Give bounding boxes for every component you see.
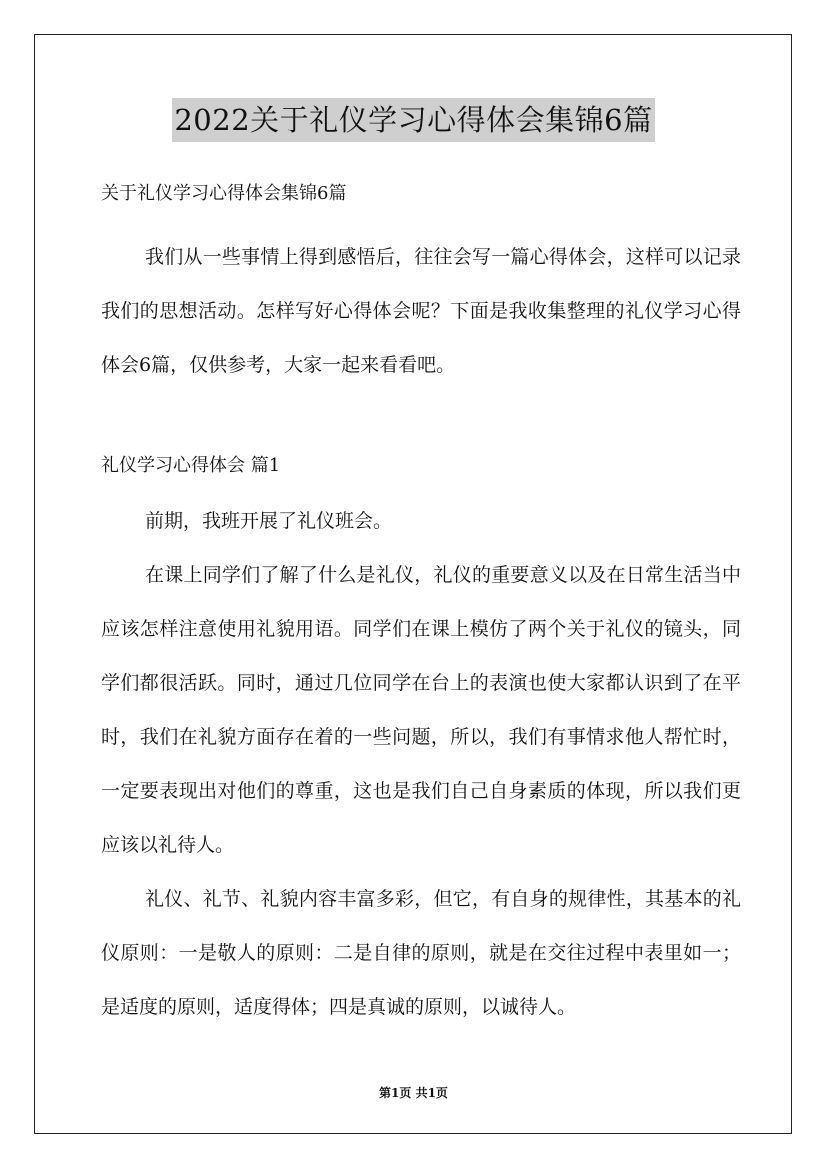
document-title-container [0, 98, 827, 142]
intro-paragraph: 我们从一些事情上得到感悟后，往往会写一篇心得体会，这样可以记录我们的思想活动。怎样写好心得体会呢？下面是我收集整理的礼仪学习心得体会6篇，仅供参考，大家一起来看看吧。 [101, 246, 741, 376]
section-heading: 礼仪学习心得体会 篇1 [101, 455, 281, 476]
document-title: 2022关于礼仪学习心得体会集锦6篇 [172, 98, 654, 142]
page-footer: 第1页 共1页 [379, 1086, 448, 1100]
document-subtitle: 关于礼仪学习心得体会集锦6篇 [101, 183, 347, 204]
body-paragraph-3: 礼仪、礼节、礼貌内容丰富多彩，但它，有自身的规律性，其基本的礼仪原则：一是敬人的原则：二是自律的原则，就是在交往过程中表里如一；是适度的原则，适度得体；四是真诚的原则，以诚待人。 [101, 888, 741, 1018]
body-paragraph-2: 在课上同学们了解了什么是礼仪，礼仪的重要意义以及在日常生活当中应该怎样注意使用礼貌用语。同学们在课上模仿了两个关于礼仪的镜头，同学们都很活跃。同时，通过几位同学在台上的表演也使大家都认识到了在平时，我们在礼貌方面存在着的一些问题，所以，我们有事情求他人帮忙时，一定要表现出对他们的尊重，这也是我们自己自身素质的体现，所以我们更应该以礼待人。 [101, 564, 741, 856]
body-paragraph-1: 前期，我班开展了礼仪班会。 [145, 510, 393, 532]
